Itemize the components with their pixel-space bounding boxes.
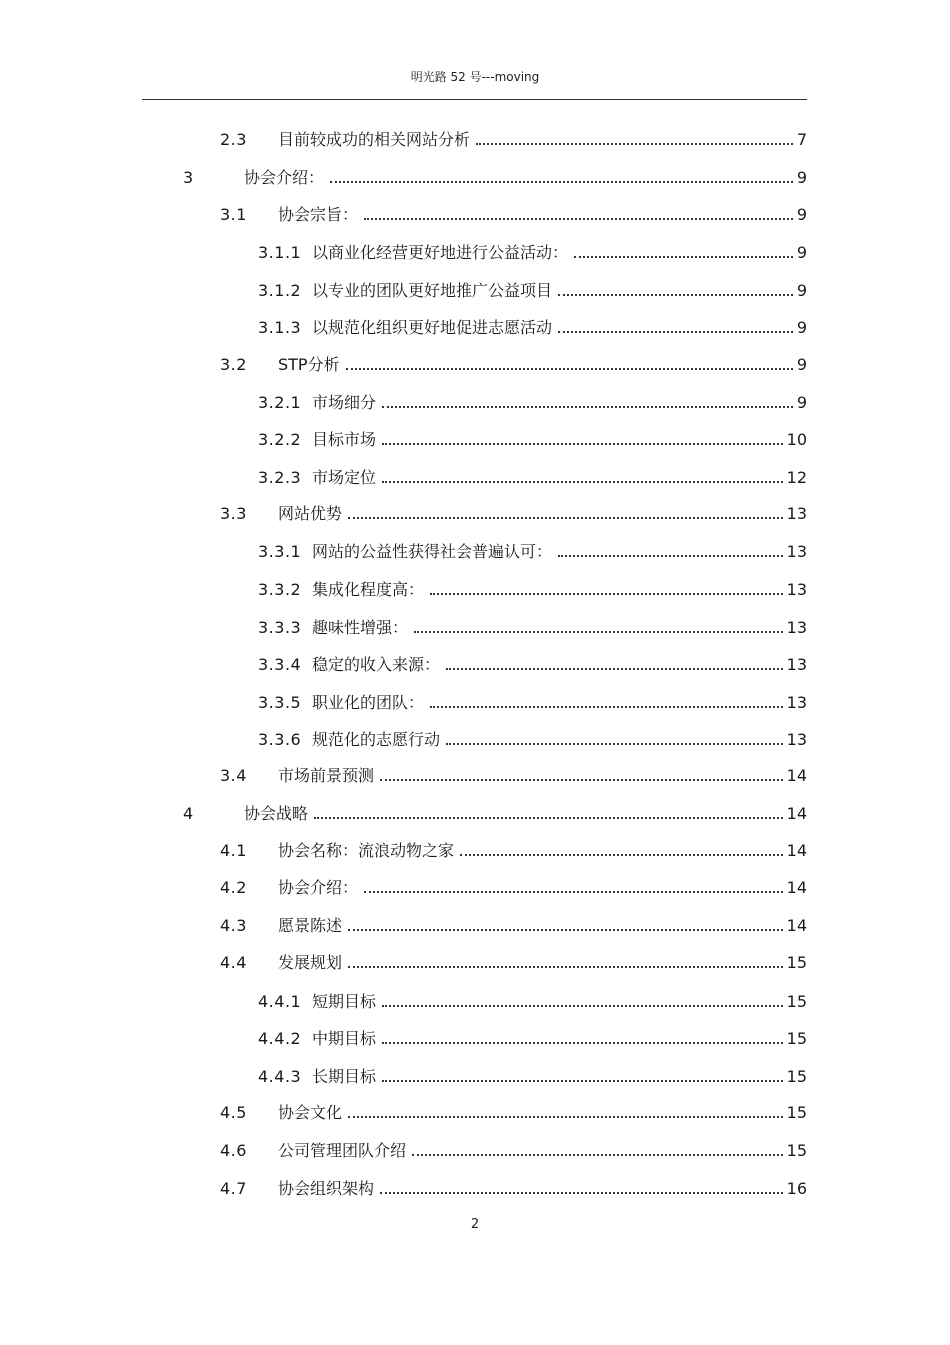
dot-leader xyxy=(460,854,783,856)
toc-number: 4.4.1 xyxy=(258,992,302,1011)
toc-title: 趣味性增强： xyxy=(312,618,409,637)
toc-entry[interactable] xyxy=(220,126,807,150)
dot-leader xyxy=(380,779,783,781)
dot-leader xyxy=(430,593,783,595)
toc-entry[interactable] xyxy=(258,426,807,450)
toc-page-number: 9 xyxy=(796,355,807,374)
toc-page-number: 13 xyxy=(786,618,807,637)
dot-leader xyxy=(414,631,783,633)
toc-entry[interactable] xyxy=(258,314,807,338)
page-header: 明光路 52 号---moving xyxy=(410,70,540,84)
toc-page-number: 13 xyxy=(786,504,807,523)
toc-number: 3.2.1 xyxy=(258,393,302,412)
toc-number: 3.3 xyxy=(220,504,247,523)
toc-entry[interactable] xyxy=(258,538,807,562)
toc-page-number: 15 xyxy=(786,1103,807,1122)
dot-leader xyxy=(364,891,783,893)
toc-number: 3.3.3 xyxy=(258,618,302,637)
dot-leader xyxy=(558,331,793,333)
toc-title: 协会名称：流浪动物之家 xyxy=(278,841,455,860)
toc-title: 以规范化组织更好地促进志愿活动 xyxy=(312,318,553,337)
toc-entry[interactable] xyxy=(258,576,807,600)
toc-entry[interactable] xyxy=(258,988,807,1012)
toc-number: 3.2.2 xyxy=(258,430,302,449)
toc-entry[interactable] xyxy=(220,201,807,225)
toc-page-number: 7 xyxy=(796,130,807,149)
toc-number: 4.4.3 xyxy=(258,1067,302,1086)
toc-title: 集成化程度高： xyxy=(312,580,425,599)
dot-leader xyxy=(314,817,783,819)
toc-entry[interactable] xyxy=(220,1099,807,1123)
toc-number: 3 xyxy=(183,168,194,187)
toc-title: 协会介绍： xyxy=(244,168,325,187)
toc-title: STP分析 xyxy=(278,355,340,374)
toc-title: 目标市场 xyxy=(312,430,377,449)
dot-leader xyxy=(382,1005,783,1007)
toc-entry[interactable] xyxy=(220,874,807,898)
dot-leader xyxy=(382,1042,783,1044)
toc-page-number: 10 xyxy=(786,430,807,449)
toc-entry[interactable] xyxy=(220,500,807,524)
toc-title: 愿景陈述 xyxy=(278,916,343,935)
toc-number: 3.2.3 xyxy=(258,468,302,487)
toc-title: 协会组织架构 xyxy=(278,1179,375,1198)
toc-entry[interactable] xyxy=(258,1063,807,1087)
toc-title: 职业化的团队： xyxy=(312,693,425,712)
dot-leader xyxy=(348,517,783,519)
toc-entry[interactable] xyxy=(258,239,807,263)
dot-leader xyxy=(348,929,783,931)
toc-entry[interactable] xyxy=(258,651,807,675)
toc-number: 3.3.6 xyxy=(258,730,302,749)
toc-number: 3.4 xyxy=(220,766,247,785)
toc-page-number: 13 xyxy=(786,580,807,599)
toc-title: 规范化的志愿行动 xyxy=(312,730,441,749)
toc-number: 4.4.2 xyxy=(258,1029,302,1048)
toc-number: 3.3.1 xyxy=(258,542,302,561)
toc-title: 协会介绍： xyxy=(278,878,359,897)
toc-entry[interactable] xyxy=(258,389,807,413)
dot-leader xyxy=(446,668,783,670)
toc-page-number: 16 xyxy=(786,1179,807,1198)
toc-number: 3.3.2 xyxy=(258,580,302,599)
toc-page-number: 14 xyxy=(786,841,807,860)
toc-entry[interactable] xyxy=(220,837,807,861)
toc-entry[interactable] xyxy=(220,949,807,973)
toc-title: 以商业化经营更好地进行公益活动： xyxy=(312,243,569,262)
toc-entry[interactable] xyxy=(258,464,807,488)
toc-title: 目前较成功的相关网站分析 xyxy=(278,130,471,149)
dot-leader xyxy=(380,1192,783,1194)
toc-entry[interactable] xyxy=(258,1025,807,1049)
toc-title: 协会宗旨： xyxy=(278,205,359,224)
toc-entry[interactable] xyxy=(258,614,807,638)
toc-page-number: 9 xyxy=(796,318,807,337)
toc-title: 稳定的收入来源： xyxy=(312,655,441,674)
toc-title: 网站的公益性获得社会普遍认可： xyxy=(312,542,553,561)
toc-number: 4.2 xyxy=(220,878,247,897)
toc-number: 4 xyxy=(183,804,194,823)
dot-leader xyxy=(430,706,783,708)
toc-page-number: 9 xyxy=(796,243,807,262)
toc-page-number: 15 xyxy=(786,992,807,1011)
dot-leader xyxy=(382,481,783,483)
toc-number: 3.2 xyxy=(220,355,247,374)
dot-leader xyxy=(364,218,793,220)
dot-leader xyxy=(476,143,793,145)
toc-page-number: 14 xyxy=(786,916,807,935)
toc-number: 4.4 xyxy=(220,953,247,972)
dot-leader xyxy=(348,1116,783,1118)
dot-leader xyxy=(346,368,793,370)
toc-title: 市场前景预测 xyxy=(278,766,375,785)
toc-entry[interactable] xyxy=(258,689,807,713)
toc-number: 3.3.5 xyxy=(258,693,302,712)
toc-number: 4.7 xyxy=(220,1179,247,1198)
toc-page-number: 9 xyxy=(796,281,807,300)
toc-page-number: 13 xyxy=(786,655,807,674)
toc-entry[interactable] xyxy=(220,912,807,936)
toc-page-number: 12 xyxy=(786,468,807,487)
dot-leader xyxy=(558,555,783,557)
toc-number: 4.6 xyxy=(220,1141,247,1160)
page-footer-number: 2 xyxy=(470,1217,480,1232)
dot-leader xyxy=(382,406,793,408)
toc-entry[interactable] xyxy=(220,762,807,786)
toc-page-number: 13 xyxy=(786,693,807,712)
dot-leader xyxy=(330,181,793,183)
toc-title: 长期目标 xyxy=(312,1067,377,1086)
toc-page-number: 15 xyxy=(786,953,807,972)
toc-number: 3.1 xyxy=(220,205,247,224)
dot-leader xyxy=(574,256,793,258)
toc-page-number: 14 xyxy=(786,766,807,785)
toc-entry[interactable] xyxy=(220,1175,807,1199)
toc-page-number: 13 xyxy=(786,730,807,749)
dot-leader xyxy=(382,443,783,445)
toc-title: 网站优势 xyxy=(278,504,343,523)
toc-title: 发展规划 xyxy=(278,953,343,972)
dot-leader xyxy=(382,1080,783,1082)
toc-page-number: 14 xyxy=(786,804,807,823)
toc-page-number: 9 xyxy=(796,168,807,187)
dot-leader xyxy=(412,1154,783,1156)
toc-entry[interactable] xyxy=(183,800,807,824)
toc-entry[interactable] xyxy=(220,351,807,375)
toc-page-number: 13 xyxy=(786,542,807,561)
toc-title: 短期目标 xyxy=(312,992,377,1011)
toc-title: 协会文化 xyxy=(278,1103,343,1122)
toc-page-number: 15 xyxy=(786,1029,807,1048)
toc-number: 2.3 xyxy=(220,130,247,149)
toc-page-number: 15 xyxy=(786,1067,807,1086)
toc-number: 3.1.1 xyxy=(258,243,302,262)
toc-entry[interactable] xyxy=(183,164,807,188)
dot-leader xyxy=(558,294,793,296)
toc-page-number: 9 xyxy=(796,393,807,412)
toc-title: 以专业的团队更好地推广公益项目 xyxy=(312,281,553,300)
toc-number: 4.1 xyxy=(220,841,247,860)
toc-number: 4.3 xyxy=(220,916,247,935)
toc-number: 3.3.4 xyxy=(258,655,302,674)
toc-number: 3.1.2 xyxy=(258,281,302,300)
dot-leader xyxy=(446,743,783,745)
toc-entry[interactable] xyxy=(220,1137,807,1161)
toc-title: 协会战略 xyxy=(244,804,309,823)
toc-number: 3.1.3 xyxy=(258,318,302,337)
toc-title: 公司管理团队介绍 xyxy=(278,1141,407,1160)
toc-number: 4.5 xyxy=(220,1103,247,1122)
toc-entry[interactable] xyxy=(258,726,807,750)
toc-entry[interactable] xyxy=(258,277,807,301)
toc-title: 市场细分 xyxy=(312,393,377,412)
toc-page-number: 14 xyxy=(786,878,807,897)
toc-title: 中期目标 xyxy=(312,1029,377,1048)
toc-title: 市场定位 xyxy=(312,468,377,487)
dot-leader xyxy=(348,966,783,968)
toc-page-number: 15 xyxy=(786,1141,807,1160)
toc-page-number: 9 xyxy=(796,205,807,224)
